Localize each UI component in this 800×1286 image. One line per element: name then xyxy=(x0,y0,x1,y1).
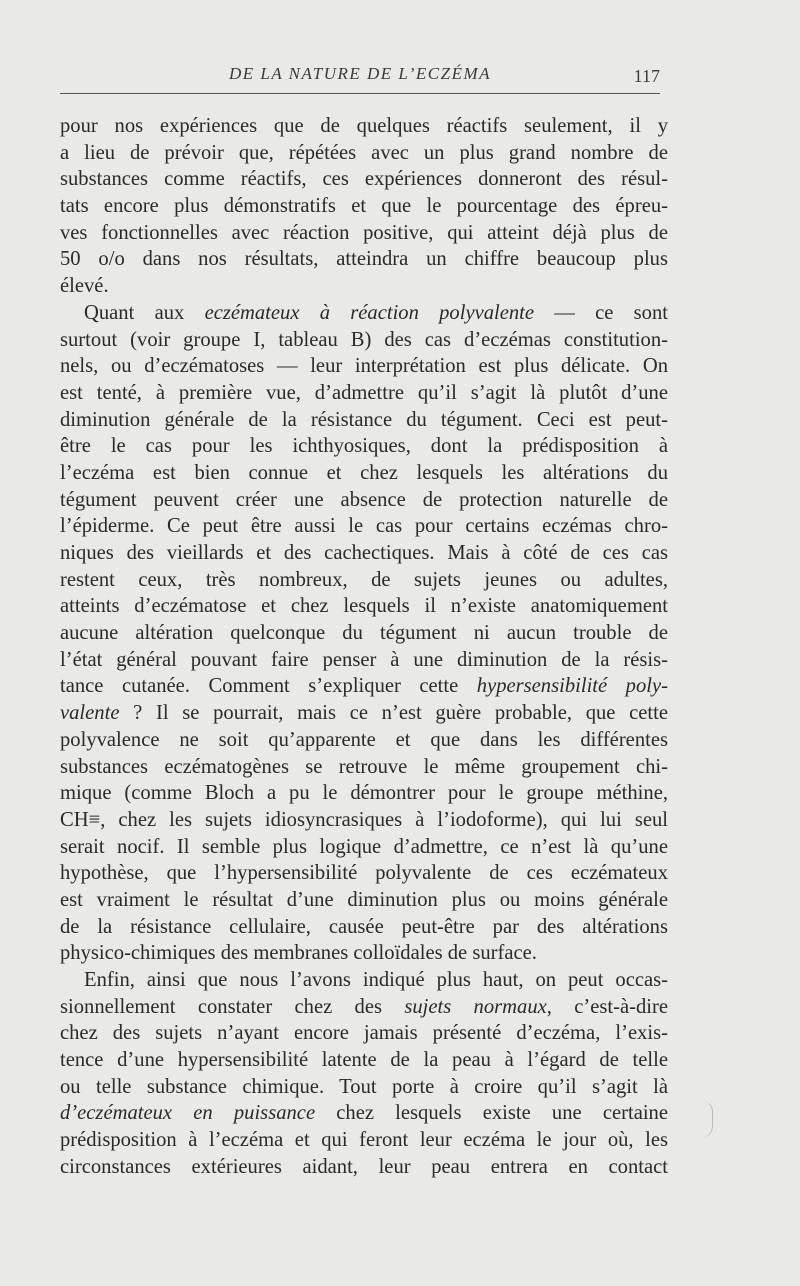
header-rule xyxy=(60,93,660,94)
text-line: l’eczéma est bien connue et chez lesquels les altérations du xyxy=(60,461,668,484)
text-line: tats encore plus démonstratifs et que le pourcentage des épreu- xyxy=(60,195,668,218)
text-line: est vraiment le résultat d’une diminution plus ou moins générale xyxy=(60,888,668,911)
text-line: valente ? Il se pourrait, mais ce n’est guère probable, que cette xyxy=(60,702,668,725)
text-line: mique (comme Bloch a pu le démontrer pour le groupe méthine, xyxy=(60,782,668,805)
text-line: être le cas pour les ichthyosiques, dont la prédisposition à xyxy=(60,435,668,458)
italic-term: sujets normaux xyxy=(404,995,547,1018)
italic-term: d’eczémateux en puissance xyxy=(60,1102,316,1125)
text-line: substances comme réactifs, ces expériences donneront des résul- xyxy=(60,168,668,191)
text-line: diminution générale de la résistance du tégument. Ceci est peut- xyxy=(60,408,668,431)
italic-term: eczémateux à réaction polyvalente xyxy=(204,301,535,324)
text-line: tégument peuvent créer une absence de protection naturelle de xyxy=(60,488,668,511)
text-line: sionnellement constater chez des sujets normaux, c’est-à-dire xyxy=(60,995,669,1018)
text-line: serait nocif. Il semble plus logique d’admettre, ce n’est là qu’une xyxy=(60,835,668,858)
text-line: surtout (voir groupe I, tableau B) des cas d’eczémas constitution- xyxy=(60,328,668,351)
margin-bracket-mark xyxy=(700,1100,713,1138)
italic-term: hypersensibilité poly- xyxy=(476,675,668,698)
text-line: substances eczématogènes se retrouve le même groupement chi- xyxy=(60,755,668,778)
text-line: hypothèse, que l’hypersensibilité polyvalente de ces eczémateux xyxy=(60,862,668,885)
text-line: restent ceux, très nombreux, de sujets jeunes ou adultes, xyxy=(60,568,668,591)
text-line: tence d’une hypersensibilité latente de la peau à l’égard de telle xyxy=(60,1049,668,1072)
text-line: CH≡, chez les sujets idiosyncrasiques à l’iodoforme), qui lui seul xyxy=(60,808,668,831)
text-line: physico-chimiques des membranes colloïdales de surface. xyxy=(60,942,537,965)
text-line: Quant aux eczémateux à réaction polyvalente — ce sont xyxy=(84,301,668,324)
italic-term: valente xyxy=(60,702,120,725)
text-line: nels, ou d’eczématoses — leur interprétation est plus délicate. On xyxy=(60,355,668,378)
text-line: est tenté, à première vue, d’admettre qu’il s’agit là plutôt d’une xyxy=(60,381,668,404)
text-line: l’épiderme. Ce peut être aussi le cas pour certains eczémas chro- xyxy=(60,515,668,538)
text-line: Enfin, ainsi que nous l’avons indiqué plus haut, on peut occas- xyxy=(84,969,668,991)
text-line: d’eczémateux en puissance chez lesquels existe une certaine xyxy=(60,1102,668,1125)
text-line: 50 o/o dans nos résultats, atteindra un chiffre beaucoup plus xyxy=(60,248,668,271)
text-line: prédisposition à l’eczéma et qui feront leur eczéma le jour où, les xyxy=(60,1129,668,1152)
text-line: pour nos expériences que de quelques réactifs seulement, il y xyxy=(60,115,668,137)
text-line: chez des sujets n’ayant encore jamais présenté d’eczéma, l’exis- xyxy=(60,1022,668,1045)
text-line: de la résistance cellulaire, causée peut-être par des altérations xyxy=(60,915,668,938)
text-line: niques des vieillards et des cachectiques. Mais à côté de ces cas xyxy=(60,542,668,564)
page-header xyxy=(60,62,660,94)
text-line: circonstances extérieures aidant, leur peau entrera en contact xyxy=(60,1155,668,1178)
running-title: DE LA NATURE DE L’ECZÉMA xyxy=(228,64,492,83)
text-line: polyvalence ne soit qu’apparente et que dans les différentes xyxy=(60,728,668,751)
text-line: ou telle substance chimique. Tout porte à croire qu’il s’agit là xyxy=(60,1075,668,1098)
text-line: atteints d’eczématose et chez lesquels il n’existe anatomiquement xyxy=(60,595,668,618)
page-number: 117 xyxy=(633,66,660,86)
text-line: l’état général pouvant faire penser à une diminution de la résis- xyxy=(60,648,668,671)
text-line: ves fonctionnelles avec réaction positive, qui atteint déjà plus de xyxy=(60,221,668,244)
text-line: tance cutanée. Comment s’expliquer cette hypersensibilité poly- xyxy=(60,675,668,698)
text-line: a lieu de prévoir que, répétées avec un plus grand nombre de xyxy=(60,141,668,164)
text-line: aucune altération quelconque du tégument ni aucun trouble de xyxy=(60,622,668,645)
body-text xyxy=(60,113,668,1181)
text-line: élevé. xyxy=(60,275,109,298)
